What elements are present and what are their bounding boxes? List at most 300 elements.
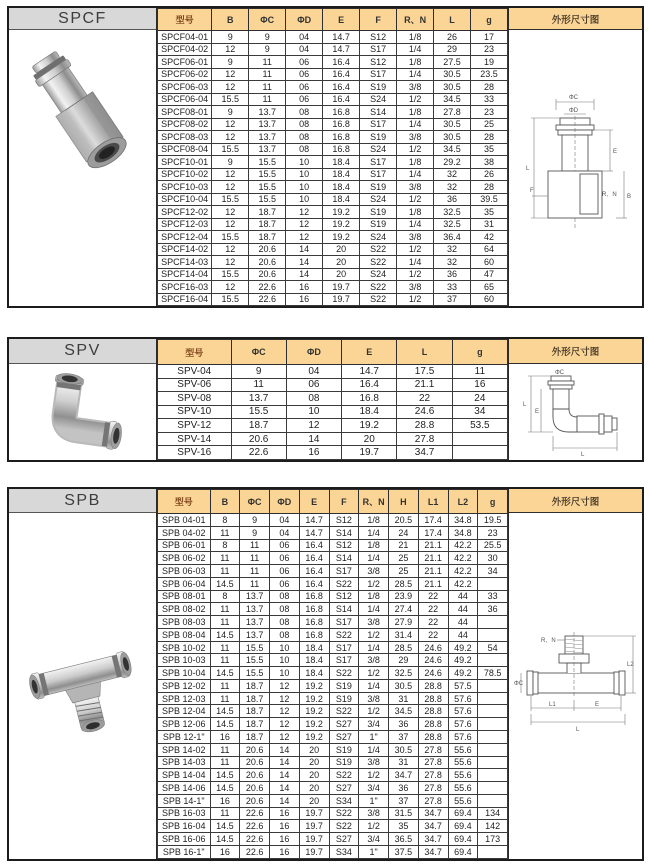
spb-diagram-header: 外形尺寸图 xyxy=(509,489,642,513)
table-cell: 1/8 xyxy=(397,31,434,44)
table-cell: 15.5 xyxy=(231,405,286,419)
table-cell: 18.4 xyxy=(299,667,329,680)
table-cell: 12 xyxy=(212,206,249,219)
table-cell: 35 xyxy=(471,143,508,156)
table-cell: 10 xyxy=(286,405,341,419)
table-cell: 36 xyxy=(478,603,508,616)
table-cell: 12 xyxy=(212,243,249,256)
table-cell: 18.7 xyxy=(240,705,270,718)
table-cell: 60 xyxy=(471,256,508,269)
table-cell: 14 xyxy=(286,268,323,281)
table-cell: 42.2 xyxy=(448,565,478,578)
table-cell: SPCF06-03 xyxy=(158,81,212,94)
table-cell: 57.5 xyxy=(448,679,478,692)
table-cell: 24.6 xyxy=(418,654,448,667)
table-cell: 23 xyxy=(471,106,508,119)
table-cell: 20 xyxy=(299,794,329,807)
table-cell: 1/4 xyxy=(397,68,434,81)
table-cell: 28 xyxy=(471,131,508,144)
table-cell: 39.5 xyxy=(471,193,508,206)
table-cell: 34.5 xyxy=(434,93,471,106)
table-cell: 16.8 xyxy=(323,143,360,156)
table-cell: 17.4 xyxy=(418,526,448,539)
spb-drawing-icon xyxy=(513,628,639,744)
table-cell: 20.6 xyxy=(240,794,270,807)
table-cell: 11 xyxy=(210,603,240,616)
table-cell: 14.7 xyxy=(323,31,360,44)
table-cell: SPCF04-01 xyxy=(158,31,212,44)
table-cell: SPV-04 xyxy=(158,365,232,379)
table-cell: 32.5 xyxy=(434,206,471,219)
table-cell: 1/8 xyxy=(359,514,389,527)
spv-spec-table xyxy=(157,339,508,460)
table-cell: 55.6 xyxy=(448,756,478,769)
table-cell: 27.9 xyxy=(389,616,419,629)
table-cell: SPV-10 xyxy=(158,405,232,419)
table-cell: 19 xyxy=(471,56,508,69)
table-cell: SPB 12-03 xyxy=(158,692,211,705)
table-cell: 37 xyxy=(389,794,419,807)
table-cell: 16.4 xyxy=(342,378,397,392)
table-cell: 12 xyxy=(270,679,300,692)
table-cell: S24 xyxy=(360,143,397,156)
table-cell: 16 xyxy=(286,281,323,294)
table-cell: SPB 06-03 xyxy=(158,565,211,578)
column-header: g xyxy=(478,490,508,514)
table-cell: 3/8 xyxy=(397,281,434,294)
column-header: ΦD xyxy=(286,340,341,365)
table-cell: SPV-16 xyxy=(158,446,232,460)
table-cell: 13.7 xyxy=(249,106,286,119)
svg-text:B: B xyxy=(626,194,631,200)
table-cell: S17 xyxy=(360,43,397,56)
table-cell: SPB 16-03 xyxy=(158,807,211,820)
svg-text:L1: L1 xyxy=(548,702,556,708)
table-cell xyxy=(478,731,508,744)
table-cell: 1/4 xyxy=(359,641,389,654)
spv-diagram-header: 外形尺寸图 xyxy=(509,339,642,364)
table-cell: 06 xyxy=(286,56,323,69)
table-cell: 15.5 xyxy=(212,193,249,206)
table-cell: 32.5 xyxy=(434,218,471,231)
table-row xyxy=(158,405,508,419)
table-cell: 3/4 xyxy=(359,782,389,795)
table-cell: 14 xyxy=(270,743,300,756)
table-cell: 14.5 xyxy=(210,833,240,846)
table-cell: SPB 14-1" xyxy=(158,794,211,807)
table-cell: 19.2 xyxy=(299,705,329,718)
table-cell: 34.8 xyxy=(448,514,478,527)
table-cell: S19 xyxy=(360,81,397,94)
table-cell: 19.7 xyxy=(299,845,329,858)
table-cell: 32 xyxy=(434,243,471,256)
table-cell: S22 xyxy=(329,628,359,641)
table-cell: 55.6 xyxy=(448,769,478,782)
table-cell: 20 xyxy=(299,756,329,769)
table-cell: 8 xyxy=(210,590,240,603)
column-header: B xyxy=(210,490,240,514)
table-cell: 20.5 xyxy=(389,514,419,527)
table-cell: 3/8 xyxy=(359,654,389,667)
table-cell: 3/8 xyxy=(359,756,389,769)
table-cell: 3/8 xyxy=(359,807,389,820)
table-cell: 13.7 xyxy=(249,131,286,144)
table-cell: 19.7 xyxy=(299,820,329,833)
table-cell: 9 xyxy=(212,56,249,69)
table-cell: S34 xyxy=(329,794,359,807)
table-cell xyxy=(478,718,508,731)
table-cell: S17 xyxy=(360,68,397,81)
table-cell: S19 xyxy=(360,131,397,144)
spcf-diagram-header: 外形尺寸图 xyxy=(509,8,642,30)
table-cell: 29 xyxy=(389,654,419,667)
table-cell: 28.5 xyxy=(389,577,419,590)
spv-product-photo xyxy=(9,364,156,460)
table-cell: 16 xyxy=(270,820,300,833)
table-cell: 17.4 xyxy=(418,514,448,527)
table-cell: 23.9 xyxy=(389,590,419,603)
table-cell: SPB 10-04 xyxy=(158,667,211,680)
table-cell: 08 xyxy=(286,118,323,131)
table-cell: 1/4 xyxy=(397,168,434,181)
table-cell: 1/2 xyxy=(359,667,389,680)
table-cell: 18.7 xyxy=(240,731,270,744)
table-cell: 16 xyxy=(286,446,341,460)
table-row xyxy=(158,616,508,629)
table-cell: SPCF14-02 xyxy=(158,243,212,256)
table-cell: 04 xyxy=(286,43,323,56)
table-cell: 11 xyxy=(240,552,270,565)
table-cell: SPB 12-04 xyxy=(158,705,211,718)
column-header: E xyxy=(342,340,397,365)
table-cell: 04 xyxy=(270,514,300,527)
spv-drawing-icon xyxy=(517,366,635,458)
table-cell: 16.8 xyxy=(342,392,397,406)
spcf-title: SPCF xyxy=(9,8,156,30)
table-cell: 64 xyxy=(471,243,508,256)
table-cell: 44 xyxy=(448,616,478,629)
table-cell: 36 xyxy=(434,268,471,281)
table-cell: 1/4 xyxy=(397,218,434,231)
table-cell: 27.4 xyxy=(389,603,419,616)
table-cell: 25.5 xyxy=(478,539,508,552)
table-cell: 12 xyxy=(270,718,300,731)
table-cell: 13.7 xyxy=(240,628,270,641)
table-cell: 30.5 xyxy=(434,131,471,144)
table-cell: 20.6 xyxy=(240,756,270,769)
table-row xyxy=(158,118,508,131)
table-cell: 22.6 xyxy=(240,845,270,858)
table-cell: 16 xyxy=(270,845,300,858)
table-cell: 14.7 xyxy=(299,514,329,527)
table-cell: 28.8 xyxy=(418,705,448,718)
table-cell: SPCF08-04 xyxy=(158,143,212,156)
table-cell: 3/4 xyxy=(359,833,389,846)
table-cell: 18.7 xyxy=(240,692,270,705)
table-cell: 1/4 xyxy=(359,552,389,565)
table-row xyxy=(158,565,508,578)
column-header: L1 xyxy=(418,490,448,514)
table-cell: 1/8 xyxy=(397,106,434,119)
svg-text:F: F xyxy=(529,188,534,194)
table-row xyxy=(158,432,508,446)
table-cell: SPB 16-1" xyxy=(158,845,211,858)
table-cell: 57.6 xyxy=(448,692,478,705)
table-cell: 78.5 xyxy=(478,667,508,680)
table-row xyxy=(158,526,508,539)
table-cell: 30 xyxy=(478,552,508,565)
table-cell: 08 xyxy=(270,628,300,641)
table-cell: 20.6 xyxy=(240,743,270,756)
svg-text:ΦC: ΦC xyxy=(568,95,578,101)
table-cell: 16.4 xyxy=(299,565,329,578)
table-cell: 10 xyxy=(286,156,323,169)
table-row xyxy=(158,268,508,281)
table-cell xyxy=(478,845,508,858)
table-cell: 18.4 xyxy=(323,156,360,169)
table-cell: 06 xyxy=(286,378,341,392)
table-cell: 14.5 xyxy=(210,769,240,782)
spv-left-column xyxy=(9,339,157,460)
table-cell: SPB 06-02 xyxy=(158,552,211,565)
table-row xyxy=(158,31,508,44)
table-cell: 27.8 xyxy=(434,106,471,119)
table-cell: 1/4 xyxy=(359,743,389,756)
table-cell: SPCF06-04 xyxy=(158,93,212,106)
table-row xyxy=(158,718,508,731)
table-cell: SPV-12 xyxy=(158,419,232,433)
table-row xyxy=(158,93,508,106)
table-cell: 1/8 xyxy=(359,539,389,552)
table-cell: SPV-08 xyxy=(158,392,232,406)
table-cell: 11 xyxy=(210,654,240,667)
svg-text:L: L xyxy=(580,452,584,458)
table-cell: 42.2 xyxy=(448,577,478,590)
table-row xyxy=(158,603,508,616)
table-cell: S17 xyxy=(360,156,397,169)
table-cell: 16.8 xyxy=(299,590,329,603)
table-cell: 28 xyxy=(471,81,508,94)
table-cell: 16.4 xyxy=(323,68,360,81)
table-cell: 9 xyxy=(240,526,270,539)
table-cell: 10 xyxy=(270,654,300,667)
table-cell: S22 xyxy=(329,807,359,820)
table-cell: 20 xyxy=(299,769,329,782)
table-row xyxy=(158,68,508,81)
table-cell: 16.8 xyxy=(323,118,360,131)
table-cell: 19.2 xyxy=(299,679,329,692)
table-cell: 11 xyxy=(240,577,270,590)
table-cell: SPB 08-04 xyxy=(158,628,211,641)
table-cell: 11 xyxy=(249,68,286,81)
table-cell: 20.6 xyxy=(240,782,270,795)
table-cell: 11 xyxy=(249,81,286,94)
table-cell: 34.8 xyxy=(448,526,478,539)
table-cell: SPB 04-02 xyxy=(158,526,211,539)
table-cell: 14.5 xyxy=(210,628,240,641)
table-row xyxy=(158,628,508,641)
table-cell: 53.5 xyxy=(452,419,507,433)
table-cell: 35 xyxy=(389,820,419,833)
table-cell: 16 xyxy=(270,807,300,820)
table-cell: 12 xyxy=(212,68,249,81)
table-cell: 22.6 xyxy=(240,833,270,846)
table-cell: 1" xyxy=(359,731,389,744)
table-cell: 06 xyxy=(270,577,300,590)
table-cell: 16.4 xyxy=(323,81,360,94)
table-cell: 21.1 xyxy=(418,539,448,552)
table-cell: 16 xyxy=(210,845,240,858)
table-cell: 21.1 xyxy=(397,378,452,392)
table-cell: 37 xyxy=(389,731,419,744)
table-cell: 12 xyxy=(212,131,249,144)
table-cell: 34.7 xyxy=(418,833,448,846)
table-cell: SPCF14-04 xyxy=(158,268,212,281)
table-cell xyxy=(452,432,507,446)
table-cell: 69.4 xyxy=(448,845,478,858)
table-cell: 24.6 xyxy=(418,667,448,680)
column-header: ΦC xyxy=(240,490,270,514)
table-cell: S22 xyxy=(360,243,397,256)
table-cell: 30.5 xyxy=(434,118,471,131)
table-row xyxy=(158,794,508,807)
table-cell: 32.5 xyxy=(389,667,419,680)
svg-text:R、N: R、N xyxy=(601,192,617,198)
table-cell: 9 xyxy=(240,514,270,527)
tee-fitting-photo-icon xyxy=(17,626,149,746)
table-cell: 18.7 xyxy=(249,218,286,231)
table-cell: 11 xyxy=(210,641,240,654)
table-cell: 15.5 xyxy=(240,641,270,654)
table-cell xyxy=(478,705,508,718)
table-cell: 18.4 xyxy=(299,654,329,667)
table-cell: 55.6 xyxy=(448,794,478,807)
table-row xyxy=(158,807,508,820)
table-cell: S17 xyxy=(329,616,359,629)
table-cell: 18.7 xyxy=(240,718,270,731)
table-row xyxy=(158,193,508,206)
table-cell: 16.4 xyxy=(323,93,360,106)
table-cell: 16.4 xyxy=(299,539,329,552)
table-cell: 21.1 xyxy=(418,577,448,590)
header-row xyxy=(158,9,508,31)
table-cell: SPCF12-04 xyxy=(158,231,212,244)
table-cell: 14.5 xyxy=(210,820,240,833)
table-row xyxy=(158,692,508,705)
table-cell: 10 xyxy=(286,193,323,206)
table-cell: 11 xyxy=(210,552,240,565)
table-cell: S22 xyxy=(329,577,359,590)
table-cell: S14 xyxy=(329,526,359,539)
table-cell: 25 xyxy=(389,565,419,578)
table-cell: 22 xyxy=(418,603,448,616)
table-cell: 8 xyxy=(210,514,240,527)
table-cell: 1/2 xyxy=(359,628,389,641)
table-cell: 20 xyxy=(323,243,360,256)
spb-dimension-diagram xyxy=(509,513,642,859)
table-cell: 12 xyxy=(270,731,300,744)
column-header: R、N xyxy=(397,9,434,31)
table-cell: 35 xyxy=(471,206,508,219)
svg-text:R、N: R、N xyxy=(540,638,556,644)
table-cell: SPCF06-01 xyxy=(158,56,212,69)
table-cell: 19.7 xyxy=(342,446,397,460)
table-cell: 18.4 xyxy=(299,641,329,654)
spb-right-column xyxy=(508,489,642,859)
table-cell: 12 xyxy=(212,168,249,181)
table-cell: 16.4 xyxy=(323,56,360,69)
table-cell: 22.6 xyxy=(231,446,286,460)
header-row xyxy=(158,340,508,365)
table-cell: 9 xyxy=(249,31,286,44)
table-cell: 34.7 xyxy=(418,820,448,833)
spv-table-wrap xyxy=(157,339,508,460)
table-row xyxy=(158,106,508,119)
table-cell: 20 xyxy=(342,432,397,446)
table-cell: 27.8 xyxy=(397,432,452,446)
table-cell: 15.5 xyxy=(249,168,286,181)
table-cell: 04 xyxy=(286,31,323,44)
table-cell: 12 xyxy=(286,206,323,219)
table-cell: 34.7 xyxy=(418,807,448,820)
table-cell: 08 xyxy=(270,590,300,603)
table-cell xyxy=(478,679,508,692)
table-cell: 38 xyxy=(471,156,508,169)
table-cell: 24.6 xyxy=(418,641,448,654)
table-cell: 1/4 xyxy=(397,43,434,56)
table-cell: 22 xyxy=(418,628,448,641)
spb-section xyxy=(7,487,644,861)
table-cell: SPB 14-06 xyxy=(158,782,211,795)
table-cell: 12 xyxy=(286,231,323,244)
table-cell: 36.5 xyxy=(389,833,419,846)
table-cell: 16 xyxy=(270,833,300,846)
table-cell: 08 xyxy=(270,616,300,629)
table-cell: 1/8 xyxy=(397,156,434,169)
table-cell: 9 xyxy=(212,31,249,44)
table-cell: 14 xyxy=(286,256,323,269)
table-cell: SPB 08-01 xyxy=(158,590,211,603)
table-cell xyxy=(478,782,508,795)
table-cell: 20.6 xyxy=(240,769,270,782)
table-cell: SPB 10-02 xyxy=(158,641,211,654)
table-cell: S14 xyxy=(360,106,397,119)
table-cell: 12 xyxy=(286,218,323,231)
table-cell: 28.8 xyxy=(418,692,448,705)
table-row xyxy=(158,705,508,718)
table-cell: 11 xyxy=(210,616,240,629)
table-cell: 3/8 xyxy=(359,692,389,705)
table-cell: 11 xyxy=(210,679,240,692)
table-cell: 20 xyxy=(299,782,329,795)
table-cell: 13.7 xyxy=(240,603,270,616)
table-cell: SPB 04-01 xyxy=(158,514,211,527)
table-cell: SPCF10-01 xyxy=(158,156,212,169)
table-cell: 30.5 xyxy=(389,679,419,692)
table-cell: 134 xyxy=(478,807,508,820)
table-cell: SPB 16-06 xyxy=(158,833,211,846)
table-cell: 19.7 xyxy=(323,281,360,294)
table-cell: 28.8 xyxy=(418,679,448,692)
table-cell: 12 xyxy=(212,281,249,294)
table-row xyxy=(158,514,508,527)
table-row xyxy=(158,419,508,433)
table-cell: 22.6 xyxy=(249,293,286,306)
table-cell: 27.8 xyxy=(418,794,448,807)
table-cell: 14 xyxy=(270,794,300,807)
column-header: 型号 xyxy=(158,9,212,31)
spcf-spec-table xyxy=(157,8,508,306)
